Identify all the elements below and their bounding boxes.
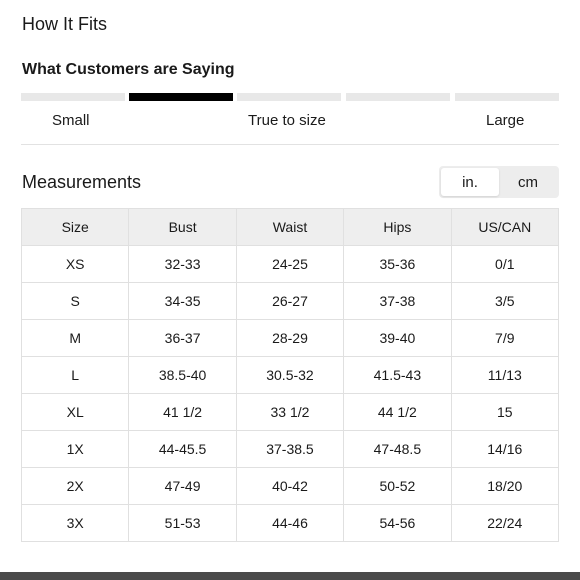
- table-cell: 1X: [22, 431, 129, 468]
- table-cell: 0/1: [451, 246, 558, 283]
- table-cell: XL: [22, 394, 129, 431]
- table-cell: 37-38: [344, 283, 451, 320]
- table-cell: 47-49: [129, 468, 236, 505]
- fit-label-small: Small: [52, 112, 90, 129]
- fit-label-true-to-size: True to size: [248, 112, 326, 129]
- fit-segment: [237, 93, 341, 101]
- table-header-row: [22, 209, 559, 246]
- table-cell: 39-40: [344, 320, 451, 357]
- table-cell: 18/20: [451, 468, 558, 505]
- measurements-title: Measurements: [22, 172, 142, 192]
- fit-segment: [346, 93, 450, 101]
- table-cell: 22/24: [451, 505, 558, 542]
- table-cell: 15: [451, 394, 558, 431]
- column-header: Bust: [129, 209, 236, 246]
- table-cell: 44 1/2: [344, 394, 451, 431]
- table-cell: S: [22, 283, 129, 320]
- table-row: [22, 357, 559, 394]
- column-header: US/CAN: [451, 209, 558, 246]
- fit-heading: What Customers are Saying: [22, 61, 235, 78]
- size-chart-table: [21, 208, 559, 542]
- table-row: [22, 246, 559, 283]
- column-header: Waist: [236, 209, 343, 246]
- table-row: [22, 505, 559, 542]
- table-cell: 34-35: [129, 283, 236, 320]
- table-row: [22, 283, 559, 320]
- table-cell: 2X: [22, 468, 129, 505]
- section-title: How It Fits: [22, 14, 108, 34]
- unit-toggle[interactable]: [439, 166, 559, 198]
- table-row: [22, 394, 559, 431]
- table-cell: 33 1/2: [236, 394, 343, 431]
- table-cell: L: [22, 357, 129, 394]
- column-header: Size: [22, 209, 129, 246]
- table-cell: 41.5-43: [344, 357, 451, 394]
- table-cell: 37-38.5: [236, 431, 343, 468]
- table-cell: 28-29: [236, 320, 343, 357]
- table-cell: 50-52: [344, 468, 451, 505]
- fit-segment: [21, 93, 125, 101]
- table-cell: 3/5: [451, 283, 558, 320]
- fit-segment: [455, 93, 559, 101]
- fit-segment: [129, 93, 233, 101]
- table-cell: 7/9: [451, 320, 558, 357]
- table-cell: 40-42: [236, 468, 343, 505]
- table-cell: 35-36: [344, 246, 451, 283]
- table-cell: M: [22, 320, 129, 357]
- column-header: Hips: [344, 209, 451, 246]
- table-row: [22, 431, 559, 468]
- table-cell: 47-48.5: [344, 431, 451, 468]
- bottom-bar: [0, 572, 580, 580]
- table-cell: 32-33: [129, 246, 236, 283]
- table-cell: 24-25: [236, 246, 343, 283]
- table-cell: 14/16: [451, 431, 558, 468]
- table-cell: 44-45.5: [129, 431, 236, 468]
- unit-option-inches[interactable]: in.: [441, 168, 499, 196]
- fit-label-large: Large: [486, 112, 525, 129]
- table-cell: 36-37: [129, 320, 236, 357]
- table-cell: 38.5-40: [129, 357, 236, 394]
- table-row: [22, 320, 559, 357]
- table-cell: 30.5-32: [236, 357, 343, 394]
- table-cell: XS: [22, 246, 129, 283]
- table-row: [22, 468, 559, 505]
- table-cell: 11/13: [451, 357, 558, 394]
- unit-option-centimeters[interactable]: cm: [518, 173, 538, 191]
- divider: [21, 144, 559, 145]
- table-cell: 41 1/2: [129, 394, 236, 431]
- table-cell: 54-56: [344, 505, 451, 542]
- fit-rating-bar: [21, 93, 559, 101]
- table-cell: 26-27: [236, 283, 343, 320]
- table-cell: 3X: [22, 505, 129, 542]
- table-cell: 44-46: [236, 505, 343, 542]
- table-cell: 51-53: [129, 505, 236, 542]
